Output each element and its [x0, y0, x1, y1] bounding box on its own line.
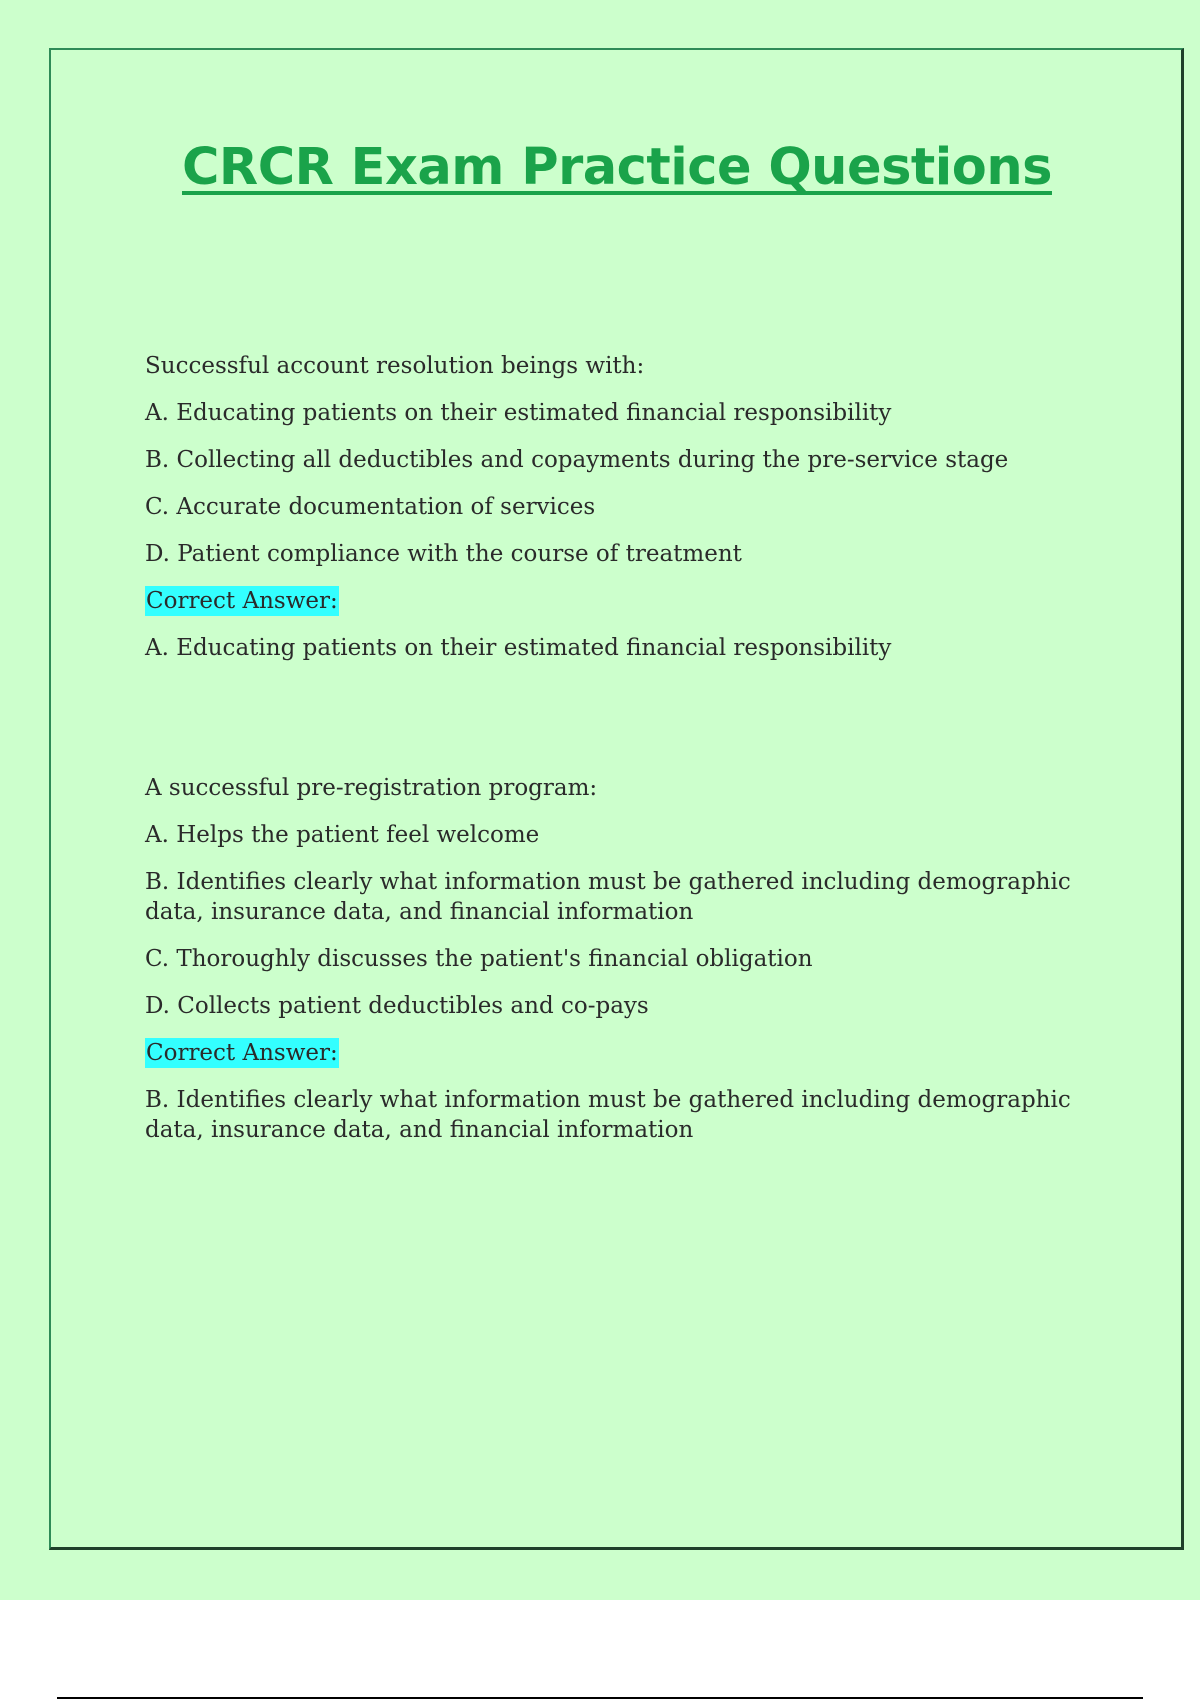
option-d: D. Patient compliance with the course of treatment [145, 541, 742, 567]
correct-answer-row [145, 586, 1105, 616]
question-prompt: A successful pre-registration program: [145, 775, 598, 801]
correct-answer-text: B. Identifies clearly what information must be gathered including demographic data, insurance data, and financial information [145, 1087, 1071, 1143]
option-a: A. Educating patients on their estimated financial responsibility [145, 400, 892, 426]
page-title: CRCR Exam Practice Questions [182, 138, 1052, 197]
footer-divider [57, 1697, 1143, 1699]
option-c: C. Thoroughly discusses the patient's financial obligation [145, 946, 813, 972]
question-prompt: Successful account resolution beings with: [145, 353, 645, 379]
option-c: C. Accurate documentation of services [145, 494, 596, 520]
correct-answer-text: A. Educating patients on their estimated financial responsibility [145, 635, 892, 661]
option-b: B. Collecting all deductibles and copayments during the pre-service stage [145, 447, 1009, 473]
correct-answer-label: Correct Answer: [146, 588, 338, 614]
option-d: D. Collects patient deductibles and co-pays [145, 993, 649, 1019]
question-block-1 [145, 351, 1105, 680]
question-block-2 [145, 773, 1105, 1162]
correct-answer-row [145, 1038, 1105, 1068]
option-a: A. Helps the patient feel welcome [145, 822, 540, 848]
option-b: B. Identifies clearly what information must be gathered including demographic data, insurance data, and financial information [145, 869, 1071, 925]
correct-answer-label: Correct Answer: [146, 1040, 338, 1066]
